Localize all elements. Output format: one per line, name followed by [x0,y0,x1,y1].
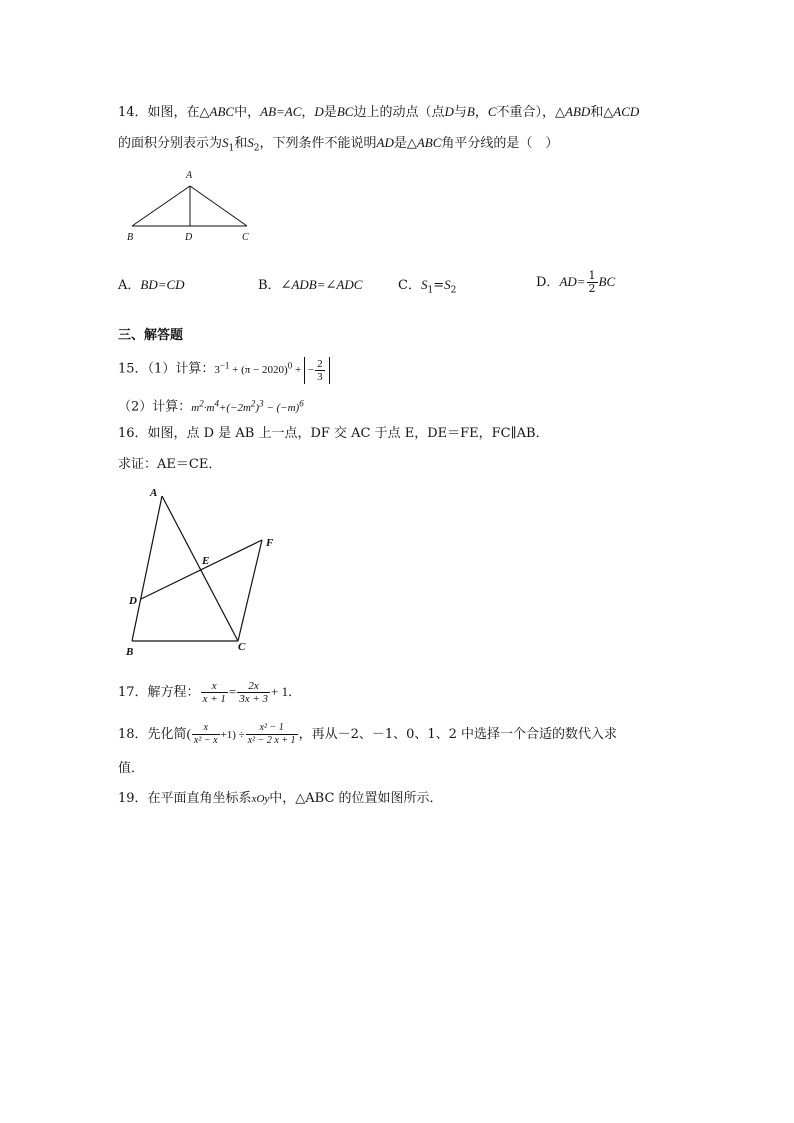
q16-line-df [141,540,262,599]
option-text: S [420,277,428,292]
q15-abs [304,357,330,384]
expr-exp: 6 [299,398,304,408]
fraction-numerator: 2x [237,680,270,693]
expr-exp: −1 [219,360,230,370]
q14-label-a: A [186,170,193,181]
q14-text: 是 [323,105,337,120]
q14-text: ， [301,105,315,120]
q16-line-ac [162,496,238,641]
q15-expr [214,357,329,383]
q14-text: B [466,104,475,119]
q14-label-b: B [127,232,134,243]
expr-part: +(−2m [218,401,251,414]
option-text: BC [598,274,616,289]
q14-text: 的面积分别表示为 [118,136,223,151]
q14-text: ，下列条件不能说明 [259,136,377,151]
expr-part: + (π − 2020) [229,363,288,376]
q14-text: ABD [565,104,591,119]
q14-text: BC [336,104,354,119]
fraction-numerator: 2 [317,357,323,370]
q14-text: ABC [416,135,442,150]
q14-text: 与 [453,105,467,120]
q19-line [118,790,443,808]
expr-part: ·m [203,401,215,414]
expr-exp: 3 [259,398,264,408]
q14-s1: S [222,135,229,150]
fraction-denominator: 2 [588,282,596,295]
q14-line2 [118,134,558,158]
q19-number: 19． [118,791,148,806]
q14-option-a[interactable] [118,274,185,293]
q14-sub: 1 [228,143,235,154]
expr-part: − (−m) [263,401,300,414]
fraction-denominator: x² − x [193,735,218,746]
q14-text: D [444,104,454,119]
q15-part2 [118,394,304,417]
q14-line-ac [190,186,247,226]
q16-text: 如图，点 D 是 AB 上一点，DF 交 AC 于点 E，DE＝FE，FC∥AB． [147,426,549,441]
paren: ( [186,726,191,741]
q18-line1 [118,722,617,747]
q17-line [118,680,301,705]
section-title: 三、解答题 [118,328,184,343]
q14-s2: S [247,135,254,150]
q18-fraction1 [192,722,220,747]
q18-number: 18． [118,727,148,742]
expr-exp: 2 [250,398,256,408]
q17-right-fraction [237,680,270,705]
q14-text: 和△ [590,105,614,120]
q18-text: 先化简 [147,727,187,742]
q14-text: 是△ [393,136,417,151]
q14-figure [122,168,262,248]
option-d-fraction [587,270,598,295]
q14-text: ， [474,105,488,120]
q16-label-c: C [238,641,246,653]
q14-text: C [487,104,497,119]
q14-text: 和 [234,136,248,151]
q15-text: （2）计算： [118,399,192,415]
q19-text: 中，△ABC 的位置如图所示． [269,791,443,806]
q19-xoy: xOy [251,793,270,805]
q15-part1 [118,356,330,384]
option-text: BD=CD [140,277,185,292]
expr-part: m [191,401,200,414]
q14-text: ABC [209,104,235,119]
fraction-denominator: 3x + 3 [239,693,269,705]
q14-text: AB=AC [260,104,302,119]
q14-text: 边上的动点（点 [353,105,445,120]
option-sub: 1 [427,285,434,296]
option-text: AD= [559,274,586,289]
q14-option-d[interactable] [536,270,615,295]
expr-part: + [292,363,304,376]
option-text: S [444,277,451,292]
q16-number: 16． [118,426,148,441]
q15-number: 15． [118,361,148,377]
fraction-numerator: 1 [588,269,596,282]
expr-part: ) [255,401,260,414]
fraction-denominator: x + 1 [202,693,226,705]
fraction-denominator: 3 [317,370,323,383]
q14-text: 不重合），△ [496,105,566,120]
q16-line-ab [132,496,162,641]
expr-exp: 0 [287,360,293,370]
q17-tail: + 1． [271,684,302,699]
q14-option-c[interactable] [398,274,456,296]
fraction-numerator: x [192,722,220,735]
q16-line-fc [238,540,262,641]
q14-text: 如图，在△ [147,105,210,120]
q18-text: ，再从－2、－1、0、1、2 中选择一个合适的数代入求 [298,727,618,742]
q16-label-b: B [126,646,134,658]
q14-text: ACD [613,104,640,119]
expr-part: 3 [214,363,220,376]
q14-sub: 2 [253,143,260,154]
fraction-numerator: x [201,680,228,693]
abs-fraction [315,358,325,383]
expr-exp: 4 [214,398,219,408]
q16-prove: 求证：AE＝CE． [118,457,222,472]
q14-line-ab [132,186,190,226]
q16-figure [120,484,290,659]
q16-label-a: A [150,487,158,499]
option-text: ∠ADB=∠ADC [280,277,363,292]
option-label: B． [258,278,281,293]
q17-left-fraction [201,680,228,705]
q18-line2: 值． [118,761,145,776]
q15-text: （1）计算： [147,361,215,377]
q14-label-c: C [242,232,249,243]
q17-text: 解方程： [147,685,200,700]
expr-exp: 2 [199,398,204,408]
q14-label-d: D [185,232,193,243]
option-sub: 2 [450,285,457,296]
q17-number: 17． [118,685,148,700]
q14-option-b[interactable] [258,274,362,293]
q15-expr2 [191,398,304,414]
option-text: = [433,278,445,293]
fraction-denominator: x² − 2 x + 1 [247,735,296,746]
option-label: D． [536,275,560,290]
q14-number: 14． [118,105,148,120]
option-label: C． [398,278,421,293]
q16-line1 [118,425,549,443]
abs-sign: − [307,363,315,376]
q18-fraction2 [246,722,298,747]
equals-sign: = [228,684,237,699]
q14-text: AD [376,135,394,150]
q14-line1 [118,103,639,122]
q14-text: D [314,104,324,119]
fraction-numerator: x² − 1 [246,722,298,735]
q19-text: 在平面直角坐标系 [147,791,252,806]
option-label: A． [118,278,141,293]
q18-op: +1) ÷ [220,729,245,741]
q14-text: 中， [234,105,261,120]
q14-text: 角平分线的是（ ） [441,136,559,151]
q16-label-e: E [202,555,210,567]
q16-label-d: D [129,595,137,607]
q16-label-f: F [266,537,274,549]
